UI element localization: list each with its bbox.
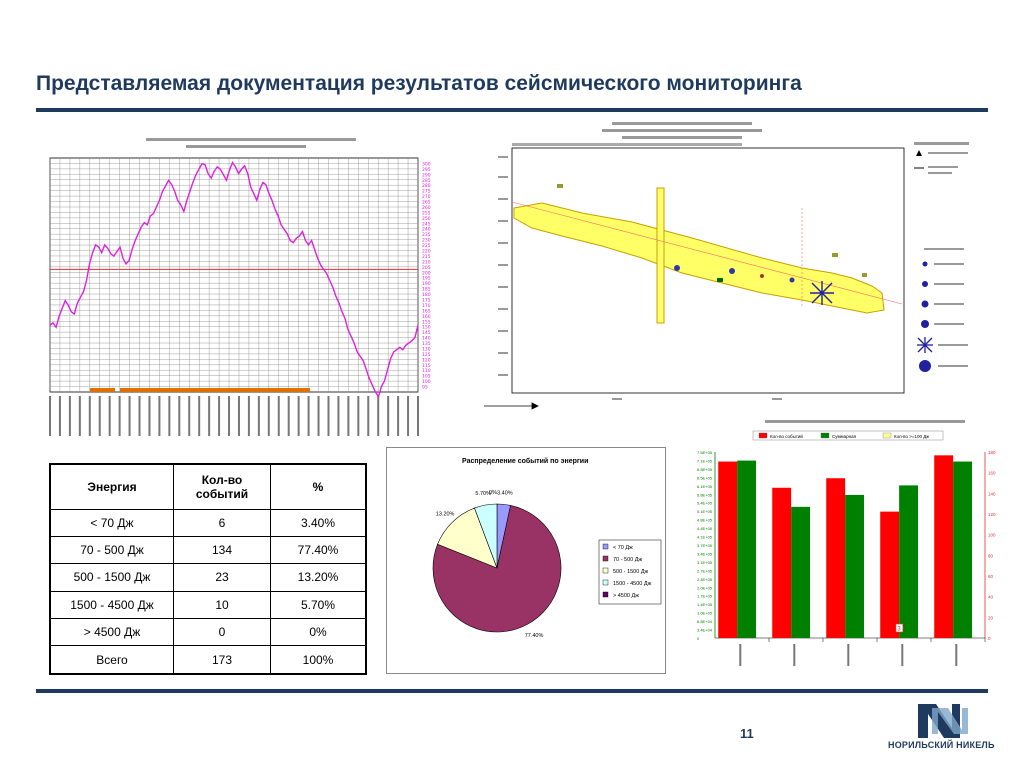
y-tick-label: 275 (422, 189, 431, 195)
y-tick-label: 125 (422, 352, 431, 358)
energy-table (49, 463, 367, 675)
count-cell: 23 (174, 564, 271, 591)
x-tick-label (377, 396, 379, 436)
x-tick-label (387, 396, 389, 436)
left-tick-label: 3.7E+05 (697, 543, 713, 548)
x-tick-label (901, 644, 903, 666)
x-tick-label (168, 396, 170, 436)
x-tick-label (417, 396, 419, 436)
right-tick-label: 180 (988, 450, 996, 455)
percent-cell: 5.70% (271, 591, 367, 618)
x-tick-label (337, 396, 339, 436)
table-row (50, 536, 366, 563)
table-row (50, 564, 366, 591)
left-tick-label: 7.1E+05 (697, 458, 713, 464)
y-tick-label: 300 (422, 162, 431, 168)
right-tick-label: 80 (988, 553, 994, 559)
y-tick-label: 245 (422, 222, 431, 228)
period-bar (120, 388, 310, 392)
left-tick-label: 5.4E+05 (697, 500, 713, 506)
bar-chart-header-text (765, 420, 965, 423)
legend-label: 1500 - 4500 Дж (613, 581, 652, 587)
x-tick-label (228, 396, 230, 436)
x-tick-label (238, 396, 240, 436)
y-tick-label: 115 (422, 363, 431, 369)
percent-cell: 3.40% (271, 509, 367, 536)
energy-cell: 70 - 500 Дж (50, 536, 174, 563)
y-tick-label: 185 (422, 287, 431, 293)
left-tick-label: 3.4E+05 (697, 551, 713, 557)
pie-value-label: 13.20% (435, 511, 455, 518)
right-tick-label: 160 (988, 470, 996, 476)
left-tick-label: 6.8E+04 (697, 619, 713, 625)
x-tick-label (288, 396, 290, 436)
large-event-star-icon (810, 281, 834, 305)
y-tick-label: 175 (422, 298, 431, 304)
pie-value-label: 3.40% (497, 490, 513, 497)
x-tick-label (739, 644, 741, 666)
y-tick-label: 225 (422, 244, 431, 250)
x-tick-label (139, 396, 141, 436)
count-cell: 134 (174, 536, 271, 563)
legend-swatch (883, 433, 891, 438)
x-tick-label (218, 396, 220, 436)
x-tick-label (308, 396, 310, 436)
bar-count (880, 512, 899, 638)
period-bar (90, 388, 115, 392)
x-tick-label (397, 396, 399, 436)
table-header-row (50, 464, 366, 509)
y-tick-label: 295 (422, 167, 431, 173)
right-tick-label: 140 (988, 491, 996, 497)
x-tick-label (89, 396, 91, 436)
y-tick-label: 155 (422, 320, 431, 326)
y-tick-label: 170 (422, 303, 431, 309)
x-tick-label (248, 396, 250, 436)
x-tick-label (955, 644, 957, 666)
vertical-zone (657, 188, 664, 323)
left-tick-label: 5.1E+05 (697, 509, 713, 515)
legend-swatch (603, 592, 608, 597)
bar-count (718, 462, 737, 638)
y-tick-label: 230 (422, 238, 431, 244)
table-row (50, 591, 366, 618)
page-number: 11 (740, 726, 754, 741)
y-tick-label: 130 (422, 347, 431, 353)
y-tick-label: 220 (422, 249, 431, 255)
table-header-energy: Энергия (50, 464, 174, 509)
energy-line-chart (36, 128, 436, 440)
table-total-row (50, 646, 366, 674)
bar-count (772, 488, 791, 638)
percent-cell: 0% (271, 618, 367, 645)
x-tick-label (148, 396, 150, 436)
legend-label: > 4500 Дж (613, 593, 639, 599)
monthly-bar-chart (695, 418, 1000, 671)
left-tick-label: 5.8E+05 (697, 492, 713, 498)
energy-cell: Всего (50, 646, 174, 674)
y-tick-label: 95 (422, 385, 428, 391)
x-tick-label (69, 396, 71, 436)
left-tick-label: 1.7E+05 (697, 593, 713, 599)
left-tick-label: 7.5E+05 (697, 450, 713, 455)
y-tick-label: 280 (422, 184, 431, 190)
energy-line-chart-panel (36, 128, 436, 440)
x-tick-label (158, 396, 160, 436)
left-tick-label: 2.0E+05 (697, 585, 713, 591)
x-tick-label (79, 396, 81, 436)
right-tick-label: 100 (988, 532, 996, 538)
bar-count (826, 478, 845, 638)
energy-cell: 1500 - 4500 Дж (50, 591, 174, 618)
y-tick-label: 270 (422, 195, 431, 201)
y-tick-label: 195 (422, 276, 431, 282)
count-cell: 10 (174, 591, 271, 618)
y-tick-label: 265 (422, 200, 431, 206)
pie-title: Распределение событий по энергии (462, 458, 589, 465)
bar-total (737, 461, 756, 638)
right-tick-label: 40 (988, 594, 994, 600)
x-tick-label (847, 644, 849, 666)
left-tick-label: 6.1E+05 (697, 483, 713, 489)
energy-cell: > 4500 Дж (50, 618, 174, 645)
y-tick-label: 110 (422, 369, 431, 375)
x-tick-label (407, 396, 409, 436)
x-tick-label (268, 396, 270, 436)
left-tick-label: 6.8E+05 (697, 466, 713, 472)
y-tick-label: 120 (422, 358, 431, 364)
footer-rule (36, 689, 988, 693)
x-tick-label (49, 396, 51, 436)
right-tick-label: 0 (988, 636, 991, 641)
logo-text: НОРИЛЬСКИЙ НИКЕЛЬ (888, 740, 995, 750)
right-tick-label: 60 (988, 574, 994, 579)
y-tick-label: 235 (422, 233, 431, 239)
percent-cell: 13.20% (271, 564, 367, 591)
energy-cell: < 70 Дж (50, 509, 174, 536)
y-tick-label: 240 (422, 227, 431, 233)
y-tick-label: 200 (422, 271, 431, 277)
right-tick-label: 120 (988, 512, 996, 517)
y-tick-label: 285 (422, 178, 431, 184)
bar-total (845, 495, 864, 638)
left-tick-label: 6.5E+05 (697, 475, 713, 481)
bar-total (899, 485, 918, 638)
left-tick-label: 4.4E+05 (697, 526, 713, 532)
map-y-ticks (498, 156, 508, 376)
map-x-ticks (612, 398, 782, 400)
left-tick-label: 1.0E+05 (697, 610, 713, 616)
left-tick-label: 2.4E+05 (697, 576, 713, 582)
right-tick-label: 20 (988, 615, 994, 621)
x-tick-label (99, 396, 101, 436)
x-tick-label (357, 396, 359, 436)
y-tick-label: 145 (422, 331, 431, 337)
legend-label: Кол-во >=100 Дж (894, 434, 930, 439)
left-tick-label: 4.8E+05 (697, 517, 713, 523)
percent-cell: 100% (271, 646, 367, 674)
x-tick-label (208, 396, 210, 436)
legend-swatch (603, 544, 608, 549)
line-plot-area (50, 158, 418, 392)
x-tick-label (298, 396, 300, 436)
legend-swatch (603, 568, 608, 573)
left-tick-label: 3.4E+04 (697, 627, 713, 633)
map-legend (914, 142, 969, 372)
x-tick-label (793, 644, 795, 666)
y-tick-label: 180 (422, 293, 431, 299)
legend-label: 70 - 500 Дж (613, 557, 643, 563)
y-tick-label: 260 (422, 205, 431, 211)
y-tick-label: 255 (422, 211, 431, 217)
legend-label: < 70 Дж (613, 545, 633, 551)
left-tick-label: 0 (697, 636, 700, 641)
x-tick-label (258, 396, 260, 436)
line-chart-header-text (186, 145, 306, 148)
y-tick-label: 100 (422, 380, 431, 386)
bar-count (934, 455, 953, 638)
y-tick-label: 165 (422, 309, 431, 315)
table-row (50, 509, 366, 536)
y-tick-label: 105 (422, 374, 431, 380)
x-tick-label (119, 396, 121, 436)
seismic-map-panel (462, 118, 1002, 416)
count-cell: 0 (174, 618, 271, 645)
x-tick-label (129, 396, 131, 436)
y-tick-label: 205 (422, 265, 431, 271)
nornickel-logo-icon (888, 700, 998, 760)
pie-value-label: 5.70% (475, 491, 492, 498)
count-cell: 6 (174, 509, 271, 536)
x-tick-label (278, 396, 280, 436)
legend-label: Суммарная (832, 434, 857, 439)
y-tick-label: 135 (422, 342, 431, 348)
pie-value-label: 0% (489, 490, 497, 496)
y-tick-label: 150 (422, 325, 431, 331)
slide-title: Представляемая документация результатов сейсмического мониторинга (36, 72, 802, 95)
title-rule (36, 108, 988, 112)
bar-total (791, 507, 810, 638)
bar-total (953, 462, 972, 638)
y-tick-label: 250 (422, 216, 431, 222)
y-tick-label: 210 (422, 260, 431, 266)
count-cell: 173 (174, 646, 271, 674)
left-tick-label: 1.4E+05 (697, 602, 713, 608)
legend-swatch (603, 580, 608, 585)
energy-cell: 500 - 1500 Дж (50, 564, 174, 591)
x-tick-label (198, 396, 200, 436)
legend-label: 500 - 1500 Дж (613, 569, 649, 575)
y-tick-label: 140 (422, 336, 431, 342)
x-tick-label (367, 396, 369, 436)
x-tick-label (318, 396, 320, 436)
seismic-map (462, 118, 1002, 416)
left-tick-label: 4.1E+05 (697, 534, 713, 540)
x-tick-label (178, 396, 180, 436)
line-chart-header-text (146, 138, 356, 141)
y-tick-label: 215 (422, 254, 431, 260)
y-tick-label: 190 (422, 282, 431, 288)
pie-value-label: 77.40% (524, 633, 544, 640)
marker-value: 3 (897, 626, 901, 633)
energy-pie-chart (387, 448, 665, 673)
table-header-percent: % (271, 464, 367, 509)
legend-label: Кол-во событий (770, 434, 803, 439)
left-tick-label: 2.7E+05 (697, 568, 713, 574)
legend-swatch (759, 433, 767, 438)
left-tick-label: 3.1E+05 (697, 559, 713, 565)
y-tick-label: 290 (422, 173, 431, 179)
pie-chart-panel (386, 447, 666, 674)
legend-swatch (603, 556, 608, 561)
table-row (50, 618, 366, 645)
legend-swatch (821, 433, 829, 438)
x-tick-label (59, 396, 61, 436)
x-tick-label (347, 396, 349, 436)
x-tick-label (188, 396, 190, 436)
bar-chart-panel (695, 418, 1000, 671)
table-header-count: Кол-во событий (174, 464, 271, 509)
percent-cell: 77.40% (271, 536, 367, 563)
y-tick-label: 160 (422, 314, 431, 320)
map-header-text (512, 122, 762, 146)
north-arrow-icon (484, 403, 538, 409)
x-tick-label (109, 396, 111, 436)
x-tick-label (327, 396, 329, 436)
